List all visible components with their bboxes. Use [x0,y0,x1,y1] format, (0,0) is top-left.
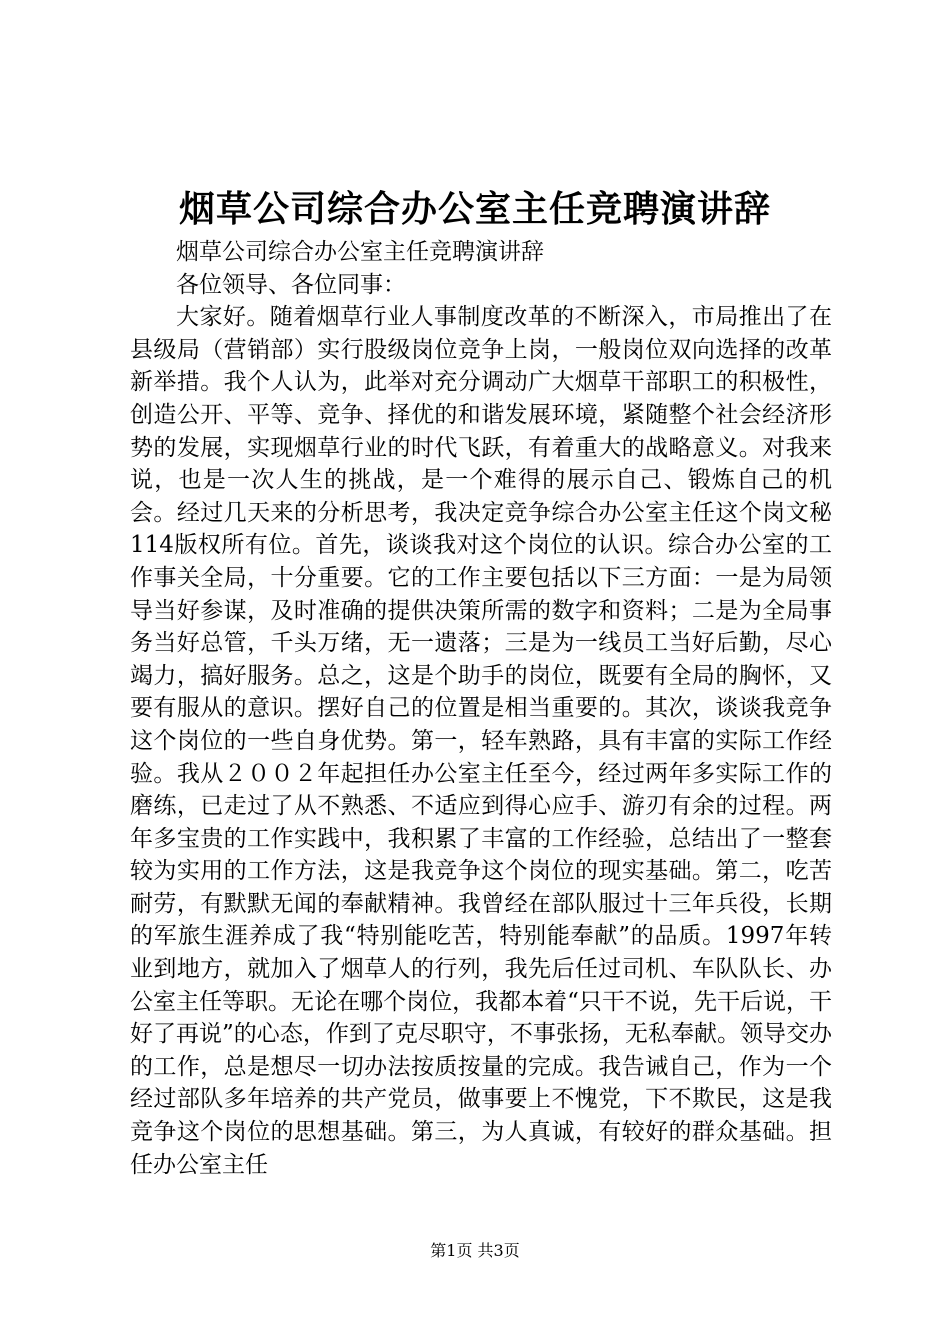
subtitle-line: 烟草公司综合办公室主任竞聘演讲辞 [176,239,544,265]
document-title: 烟草公司综合办公室主任竞聘演讲辞 [178,188,771,230]
page-footer: 第1页 共3页 [430,1241,520,1260]
body-paragraph: 大家好。随着烟草行业人事制度改革的不断深入，市局推出了在县级局（营销部）实行股级岗位竞争上岗，一般岗位双向选择的改革新举措。我个人认为，此举对充分调动广大烟草干部职工的积极性，创造公开、平等、竞争、择优的和谐发展环境，紧随整个社会经济形势的发展，实现烟草行业的时代飞跃，有着重大的战略意义。对我来说，也是一次人生的挑战，是一个难得的展示自己、锻炼自己的机会。经过几天来的分析思考，我决定竞争综合办公室主任这个岗文秘114版权所有位。首先，谈谈我对这个岗位的认识。综合办公室的工作事关全局，十分重要。它的工作主要包括以下三方面：一是为局领导当好参谋，及时准确的提供决策所需的数字和资料；二是为全局事务当好总管，千头万绪，无一遗落；三是为一线员工当好后勤，尽心竭力，搞好服务。总之，这是个助手的岗位，既要有全局的胸怀，又要有服从的意识。摆好自己的位置是相当重要的。其次，谈谈我竞争这个岗位的一些自身优势。第一，轻车熟路，具有丰富的实际工作经验。我从２００２年起担任办公室主任至今，经过两年多实际工作的磨练，已走过了从不熟悉、不适应到得心应手、游刃有余的过程。两年多宝贵的工作实践中，我积累了丰富的工作经验，总结出了一整套较为实用的工作方法，这是我竞争这个岗位的现实基础。第二，吃苦耐劳，有默默无闻的奉献精神。我曾经在部队服过十三年兵役，长期的军旅生涯养成了我“特别能吃苦，特别能奉献”的品质。1997年转业到地方，就加入了烟草人的行列，我先后任过司机、车队队长、办公室主任等职。无论在哪个岗位，我都本着“只干不说，先干后说，干好了再说”的心态，作到了克尽职守，不事张扬，无私奉献。领导交办的工作，总是想尽一切办法按质按量的完成。我告诫自己，作为一个经过部队多年培养的共产党员，做事要上不愧党，下不欺民，这是我竞争这个岗位的思想基础。第三，为人真诚，有较好的群众基础。担任办公室主任 [130,304,832,1178]
document-body [130,236,832,1181]
salutation: 各位领导、各位同事： [176,271,406,298]
